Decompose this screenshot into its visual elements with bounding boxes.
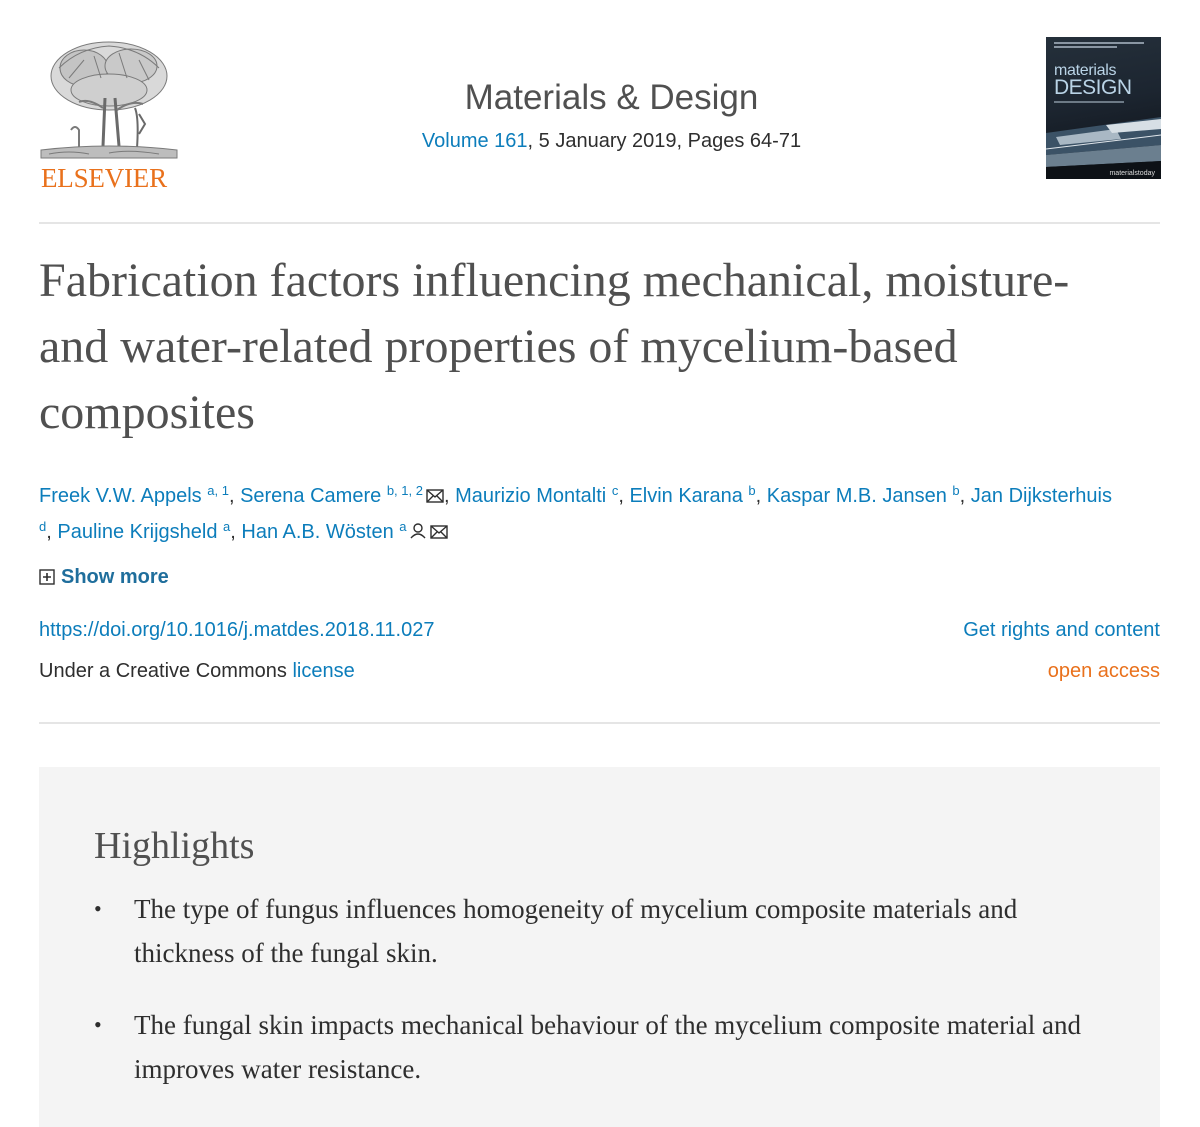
show-more-label: Show more — [61, 566, 169, 588]
author-link[interactable]: Kaspar M.B. Jansen $^b$ — [766, 483, 960, 507]
cover-header-lines — [1054, 42, 1144, 54]
journal-title-link[interactable]: Materials & Design — [464, 78, 759, 117]
envelope-icon — [426, 489, 444, 503]
license-prefix: Under a Creative Commons — [39, 660, 293, 682]
bullet-icon: • — [94, 1012, 102, 1037]
person-icon — [409, 523, 427, 539]
highlight-item — [94, 887, 1094, 975]
journal-block — [339, 76, 884, 154]
open-access-badge: open access — [1047, 660, 1160, 682]
license-line — [39, 658, 355, 684]
article-page — [39, 0, 1160, 1109]
doi-link[interactable]: https://doi.org/10.1016/j.matdes.2018.11.027 — [39, 619, 435, 641]
author-link[interactable]: Freek V.W. Appels $^{a, 1}$ — [39, 483, 229, 507]
tree-logo-icon — [39, 38, 179, 163]
author-link[interactable]: Pauline Krijgsheld $^a$ — [57, 519, 231, 543]
highlights-list — [94, 887, 1094, 1119]
get-rights-link[interactable]: Get rights and content — [963, 619, 1160, 641]
bullet-icon: • — [94, 896, 102, 921]
highlight-item — [94, 1003, 1094, 1091]
author-link[interactable]: Jan Dijksterhuis $^d$ — [39, 485, 1112, 534]
cover-title-line1: materials — [1054, 62, 1117, 79]
author-link[interactable]: Serena Camere $^{b, 1, 2}$ — [240, 485, 444, 507]
author-list: Freek V.W. Appels $^{a, 1}$, Serena Camere $^{b, 1, 2}$ , Maurizio Montalti $^c$, Elvin Karana $^b$, Kaspar M.B. Jansen $^b$, Jan Dijksterhuis $^d$, Pauline Krijgsheld $^a$, Han A.B. Wösten $^a$ — [39, 483, 1112, 543]
show-more-button[interactable] — [39, 564, 169, 590]
license-link[interactable]: license — [292, 660, 355, 682]
volume-link[interactable]: Volume 161 — [421, 130, 528, 152]
envelope-icon — [430, 525, 448, 539]
meta-divider — [39, 722, 1160, 724]
cover-subtitle-lines — [1054, 101, 1124, 105]
issue-details: , 5 January 2019, Pages 64-71 — [527, 130, 802, 152]
author-link[interactable]: Han A.B. Wösten $^a$ — [241, 521, 448, 543]
author-link[interactable]: Elvin Karana $^b$ — [629, 483, 756, 507]
cover-title-line2: DESIGN — [1054, 76, 1132, 99]
cover-brand: materialstoday — [1109, 170, 1155, 177]
publisher-name: ELSEVIER — [41, 163, 167, 193]
highlight-text: The fungal skin impacts mechanical behaviour of the mycelium composite material and improves water resistance. — [134, 1010, 1081, 1084]
highlights-section — [39, 767, 1160, 1127]
author-link[interactable]: Maurizio Montalti $^c$ — [455, 483, 619, 507]
journal-cover-image[interactable] — [1046, 37, 1161, 179]
header-divider — [39, 222, 1160, 224]
article-title: Fabrication factors influencing mechanical, moisture- and water-related properties of mycelium-based composites — [39, 254, 1070, 439]
plus-box-icon — [39, 569, 55, 585]
highlights-heading: Highlights — [94, 825, 255, 867]
issue-line — [339, 128, 884, 154]
highlight-text: The type of fungus influences homogeneity of mycelium composite materials and thickness of the fungal skin. — [134, 894, 1018, 968]
